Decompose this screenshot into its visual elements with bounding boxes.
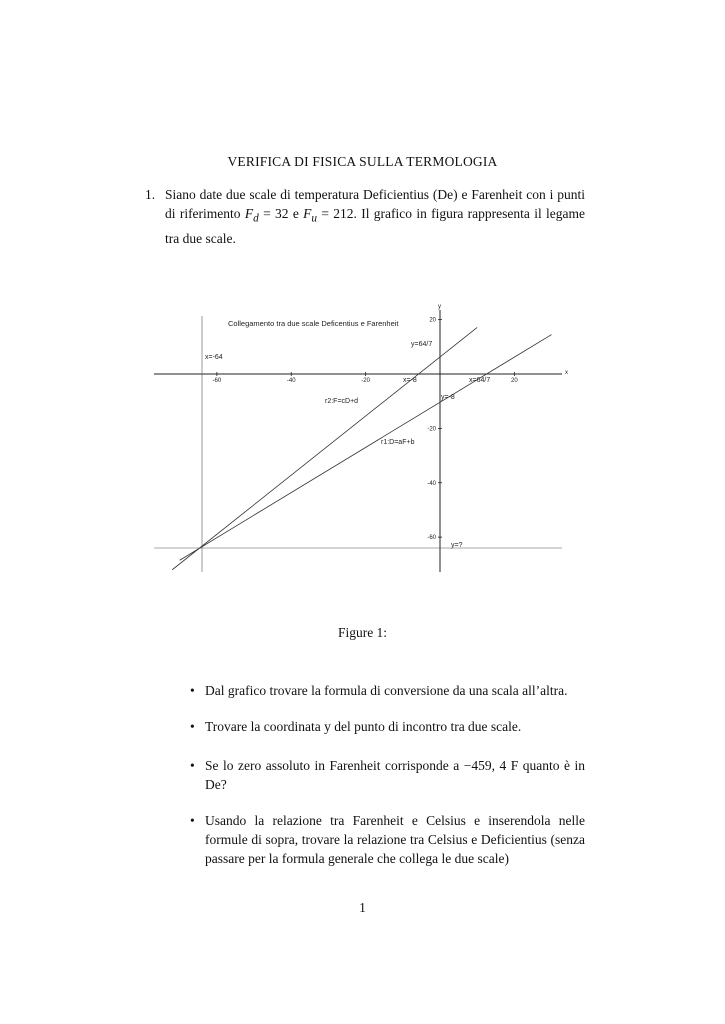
chart-title: Collegamento tra due scale Deficentius e Farenheit <box>228 319 399 328</box>
problem-text: Siano date due scale di temperatura Deficientius (De) e Farenheit con i punti di riferimento $F_d = 32$ e $F_u = 212$. Il grafico in figura rappresenta il legame tra due scale. <box>165 187 586 246</box>
label-x-neg8: x=-8 <box>403 377 417 384</box>
y-tick-label: -40 <box>427 480 436 487</box>
line-r1 <box>180 335 552 561</box>
x-tick-label: -20 <box>361 378 370 384</box>
y-tick-label: -60 <box>427 535 436 542</box>
figure-caption: Figure 1: <box>337 625 388 640</box>
problem-number: 1. <box>145 187 156 202</box>
line-r2 <box>172 327 477 569</box>
y-tick-label: -20 <box>427 426 436 433</box>
x-tick-label: -40 <box>286 378 296 384</box>
label-r1: r1:D=aF+b <box>381 439 415 446</box>
problem-1 <box>145 185 585 248</box>
page-number: 1 <box>359 900 366 915</box>
bullet-item: • Dal grafico trovare la formula di conversione da una scala all’altra. <box>190 683 568 698</box>
x-tick-label: 20 <box>511 378 518 384</box>
bullet-item: • Se lo zero assoluto in Farenheit corrisponde a −459, 4 F quanto è in De? <box>190 758 585 792</box>
x-axis-label: x <box>565 370 568 376</box>
label-r2: r2:F=cD+d <box>325 398 359 405</box>
bullet-item: • Usando la relazione tra Farenheit e Celsius e inserendola nelle formule di sopra, trovare la relazione tra Celsius e Deficientius (senza passare per la formula generale che collega le due scale) <box>190 813 585 866</box>
x-tick-label: -60 <box>212 378 222 384</box>
label-y-q: y=? <box>451 542 463 549</box>
y-axis-label: y <box>438 304 441 310</box>
bullet-item: • Trovare la coordinata y del punto di incontro tra due scale. <box>190 719 522 734</box>
label-y-64-7: y=64/7 <box>411 341 433 348</box>
label-x-neg64: x=-64 <box>205 354 223 361</box>
page-title: VERIFICA DI FISICA SULLA TERMOLOGIA <box>227 154 498 169</box>
label-x-64-7: x=64/7 <box>469 377 491 384</box>
y-tick-label: 20 <box>429 317 436 324</box>
label-y-neg8: y=-8 <box>441 394 455 401</box>
conversion-plot <box>150 296 575 576</box>
figure-1 <box>150 296 575 581</box>
